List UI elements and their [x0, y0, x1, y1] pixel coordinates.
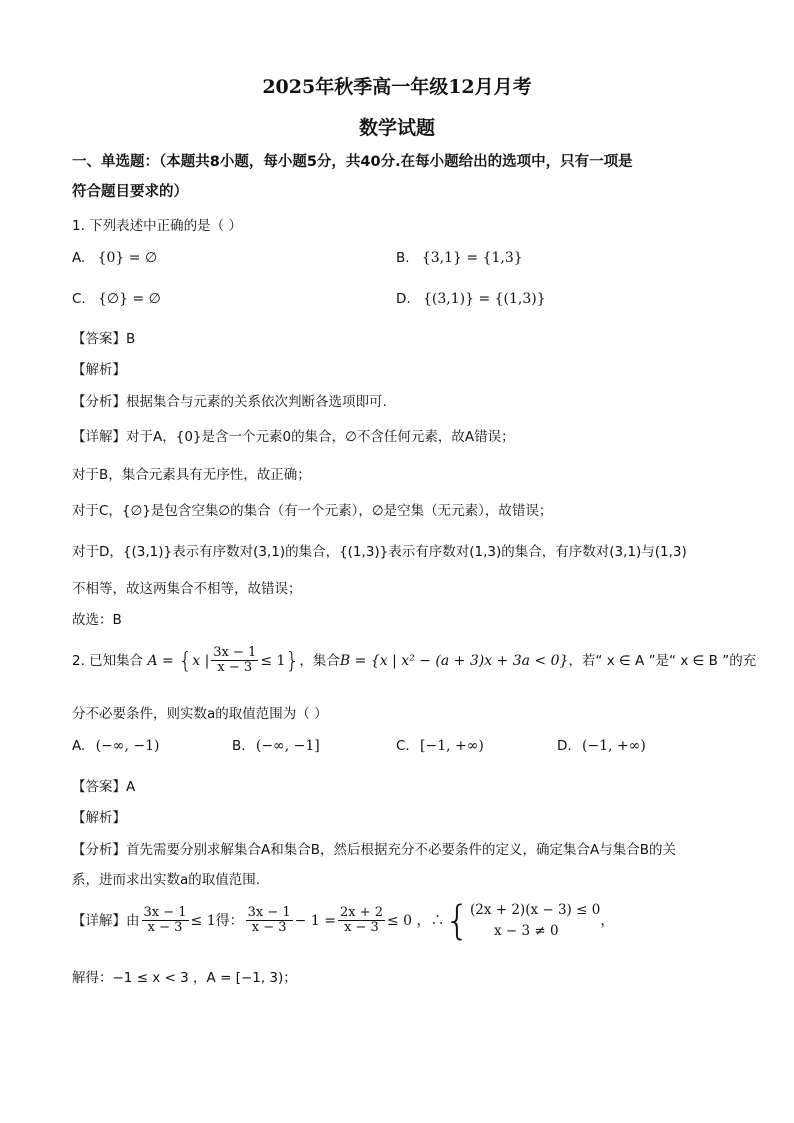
- system-line-2: x − 3 ≠ 0: [493, 922, 559, 939]
- fraction-denominator: x − 3: [344, 920, 379, 936]
- q2-set-b: B = {x | x² − (a + 3)x + 3a < 0}: [339, 652, 569, 669]
- q2-option-c-text: [−1, +∞): [420, 738, 484, 754]
- q2-option-b-label: B.: [232, 738, 246, 754]
- fraction-numerator: 3x − 1: [143, 905, 187, 921]
- right-brace: }: [285, 648, 300, 674]
- q1-option-b: [396, 250, 523, 266]
- q1-stem: 1. 下列表述中正确的是（ ）: [72, 218, 242, 234]
- q1-option-c-text: {∅} = ∅: [98, 291, 161, 307]
- section-heading-line1: 一、单选题：（本题共8小题，每小题5分，共40分.在每小题给出的选项中，只有一项是: [72, 154, 633, 170]
- q2-option-a-label: A.: [72, 738, 86, 754]
- q2-analysis-heading: 【解析】: [72, 810, 126, 826]
- system-line-1: (2x + 2)(x − 3) ≤ 0: [469, 902, 601, 918]
- page-subtitle: 数学试题: [358, 117, 435, 139]
- q1-option-a: [72, 250, 157, 266]
- q2-option-d: [557, 738, 646, 754]
- fraction-numerator: 3x − 1: [213, 645, 257, 660]
- q2-option-b-text: (−∞, −1]: [255, 738, 320, 754]
- q2-detail-fraction-2: [246, 906, 293, 936]
- q1-fenxi: 【分析】根据集合与元素的关系依次判断各选项即可.: [72, 394, 387, 410]
- q1-option-a-label: A.: [72, 250, 86, 266]
- q2-stem-line1: [72, 646, 756, 676]
- q1-option-d-text: {(3,1)} = {(1,3)}: [422, 291, 546, 307]
- q2-fenxi-line2: 系，进而求出实数a的取值范围.: [72, 872, 261, 888]
- q1-detail-d-line1: 对于D，{(3,1)}表示有序数对(3,1)的集合，{(1,3)}表示有序数对(1,3)的集合，有序数对(3,1)与(1,3): [72, 544, 687, 560]
- q2-option-d-text: (−1, +∞): [581, 738, 646, 754]
- fraction-numerator: 2x + 2: [339, 905, 383, 921]
- q2-detail-relation-1: ≤ 1得：: [190, 912, 244, 929]
- q1-detail-b: 对于B，集合元素具有无序性，故正确；: [72, 467, 311, 483]
- q2-option-d-label: D.: [557, 738, 572, 754]
- q2-set-a-fraction: [211, 646, 258, 676]
- q1-detail-c: 对于C，{∅}是包含空集∅的集合（有一个元素），∅是空集（无元素），故错误；: [72, 503, 553, 519]
- q2-option-a: [72, 738, 159, 754]
- q2-detail-minus: − 1 =: [294, 912, 336, 929]
- q2-set-a-left: A =: [147, 652, 179, 669]
- q2-stem-suffix: ，若“ x ∈ A ”是“ x ∈ B ”的充: [568, 652, 757, 669]
- fraction-denominator: x − 3: [217, 660, 253, 676]
- q2-stem-mid: ，集合: [299, 652, 340, 669]
- q2-stem-line2: 分不必要条件，则实数a的取值范围为（ ）: [72, 706, 328, 722]
- page-title: 2025年秋季高一年级12月月考: [262, 76, 532, 98]
- q2-detail-fraction-3: [338, 906, 385, 936]
- q1-option-b-label: B.: [396, 250, 410, 266]
- q2-set-a-relation: ≤ 1: [260, 652, 286, 669]
- q2-option-b: [232, 738, 320, 754]
- q2-answer: 【答案】A: [72, 779, 136, 795]
- fraction-numerator: 3x − 1: [247, 905, 291, 921]
- q2-fenxi-line1: 【分析】首先需要分别求解集合A和集合B，然后根据充分不必要条件的定义，确定集合A与集合B的关: [72, 842, 676, 858]
- q1-option-a-text: {0} = ∅: [97, 250, 158, 266]
- q2-detail-end: ，: [600, 912, 615, 929]
- q1-analysis-heading: 【解析】: [72, 362, 126, 378]
- section-heading-line2: 符合题目要求的）: [72, 184, 188, 200]
- q2-inequality-system: [470, 900, 600, 942]
- q1-detail-d-line2: 不相等，故这两集合不相等，故错误；: [72, 581, 302, 597]
- fraction-denominator: x − 3: [251, 920, 287, 936]
- q2-option-c: [396, 738, 484, 754]
- q1-answer: 【答案】B: [72, 331, 136, 347]
- system-brace: {: [444, 897, 470, 944]
- q2-solve: 解得：−1 ≤ x < 3 ，A = [−1, 3)；: [72, 970, 297, 986]
- q2-option-a-text: (−∞, −1): [95, 738, 160, 754]
- left-brace: {: [178, 648, 193, 674]
- fraction-denominator: x − 3: [147, 920, 183, 936]
- q2-detail-line: [72, 897, 615, 944]
- q2-stem-prefix: 2. 已知集合: [72, 652, 148, 669]
- q1-option-b-text: {3,1} = {1,3}: [421, 250, 523, 266]
- q2-detail-prefix: 【详解】由: [72, 912, 140, 929]
- q1-choose: 故选：B: [72, 612, 122, 628]
- q2-detail-relation-2: ≤ 0 ，∴: [386, 912, 445, 929]
- q1-option-c: [72, 291, 161, 307]
- q2-detail-fraction-1: [142, 906, 189, 936]
- q2-set-a-var: x |: [192, 652, 210, 669]
- q1-detail-a: 【详解】对于A，{0}是含一个元素0的集合，∅不含任何元素，故A错误；: [72, 429, 515, 445]
- q2-option-c-label: C.: [396, 738, 410, 754]
- q1-option-d: [396, 291, 546, 307]
- q1-option-d-label: D.: [396, 291, 411, 307]
- q1-option-c-label: C.: [72, 291, 86, 307]
